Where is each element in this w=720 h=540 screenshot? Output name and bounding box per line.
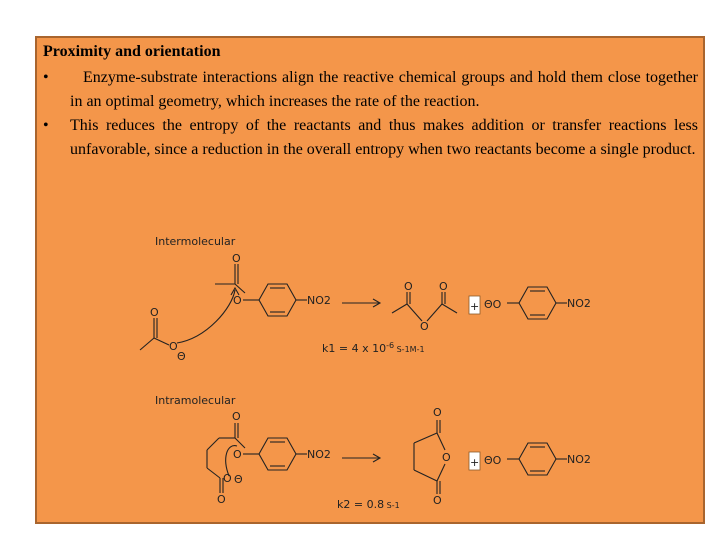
- svg-text:ΘO: ΘO: [484, 298, 502, 311]
- svg-text:NO2: NO2: [567, 297, 591, 310]
- svg-text:O: O: [420, 320, 429, 333]
- svg-text:ΘO: ΘO: [484, 454, 502, 467]
- anhydride-product: [392, 280, 457, 333]
- acetate-o-bottom: O: [169, 340, 178, 353]
- k2-rate: k2 = 0.8 S-1: [337, 498, 400, 511]
- svg-text:NO2: NO2: [567, 453, 591, 466]
- bullet-marker: •: [43, 117, 49, 134]
- acetate-o-top: O: [150, 306, 159, 319]
- intramolecular-label: Intramolecular: [155, 394, 236, 407]
- svg-text:Θ: Θ: [234, 473, 243, 486]
- intermolecular-label: Intermolecular: [155, 235, 236, 248]
- svg-text:+: +: [470, 456, 480, 469]
- content-panel: [35, 36, 705, 524]
- svg-text:O: O: [439, 280, 448, 293]
- bullet-text: Enzyme-substrate interactions align the reactive chemical groups and hold them close together in an optimal geometry, which increases the rate of the reaction.: [70, 69, 698, 110]
- no2-group: NO2: [307, 294, 331, 307]
- svg-text:O: O: [433, 494, 442, 507]
- ester-o-top: O: [232, 252, 241, 265]
- nitrophenolate-1: [484, 287, 591, 319]
- acetate-ion: [140, 306, 186, 363]
- succinic-anhydride: [414, 406, 451, 507]
- attack-arrow: [177, 290, 235, 343]
- plus-sign: +: [470, 300, 480, 313]
- svg-text:O: O: [404, 280, 413, 293]
- acetate-charge: Θ: [177, 350, 186, 363]
- svg-text:O: O: [223, 472, 232, 485]
- k1-rate: k1 = 4 x $10^{-6}$ $_{S-1M-1}$: [322, 341, 425, 355]
- svg-text:O: O: [442, 451, 451, 464]
- ester-o: O: [233, 294, 242, 307]
- nitrophenyl-acetate: [215, 252, 331, 316]
- reaction-diagram: [37, 38, 703, 522]
- svg-text:O: O: [433, 406, 442, 419]
- svg-text:O: O: [217, 493, 226, 506]
- bullet-marker: •: [43, 69, 49, 86]
- nitrophenolate-2: [484, 443, 591, 475]
- slide-heading: Proximity and orientation: [43, 43, 221, 60]
- svg-text:O: O: [232, 410, 241, 423]
- bullet-text: This reduces the entropy of the reactants and thus makes addition or transfer reactions less unfavorable, since a reduction in the overall entropy when two reactants become a single product.: [70, 117, 698, 158]
- svg-text:NO2: NO2: [307, 448, 331, 461]
- svg-text:O: O: [233, 448, 242, 461]
